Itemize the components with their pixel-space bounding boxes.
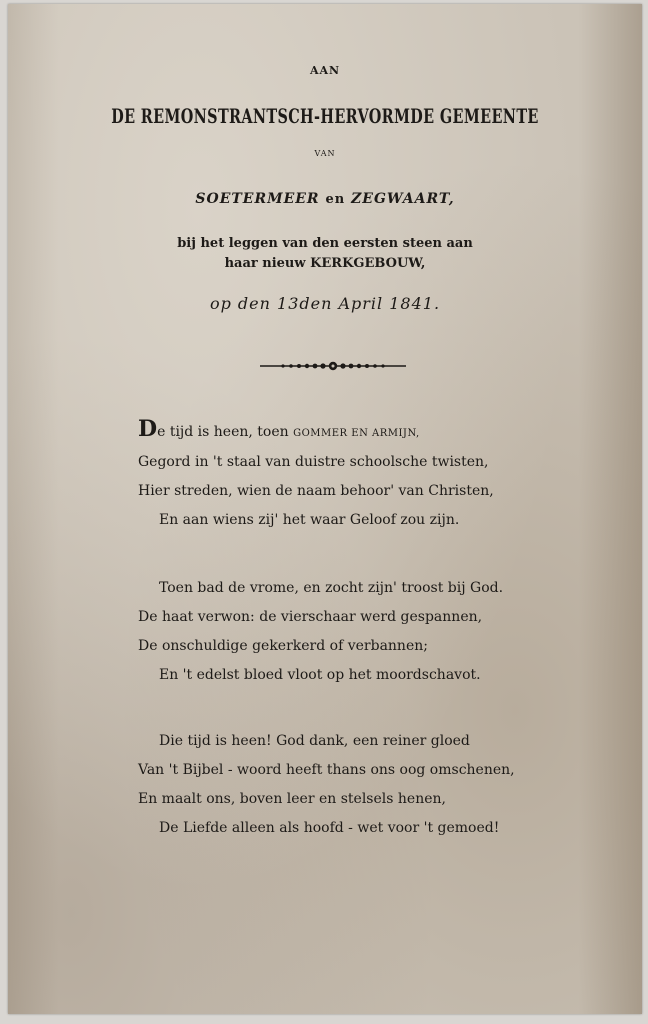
stanza-2-line-3: De onschuldige gekerkerd of verbannen;	[138, 638, 428, 654]
occasion-line-1: bij het leggen van den eersten steen aan	[177, 236, 473, 251]
handwritten-date: op den 13den April 1841.	[209, 294, 441, 313]
stanza-3	[138, 727, 558, 843]
stanza-2-line-2: De haat verwon: de vierschaar werd gespannen,	[138, 609, 483, 625]
stanza-1-line-1	[138, 415, 558, 448]
occasion-line-2: haar nieuw KERKGEBOUW,	[224, 256, 426, 271]
stanza-1-line-4: En aan wiens zij' het waar Geloof zou zijn.	[159, 512, 460, 528]
stanza-2-line-4: En 't edelst bloed vloot op het moordschavot.	[159, 667, 481, 683]
stanza-2-line-1: Toen bad de vrome, en zocht zijn' troost bij God.	[159, 580, 504, 596]
place-en: en	[325, 192, 346, 207]
stanza-3-line-1: Die tijd is heen! God dank, een reiner gloed	[159, 733, 470, 749]
stanza-3-line-3: En maalt ons, boven leer en stelsels henen,	[138, 791, 446, 807]
stanza-1-line-1-text: e tijd is heen, toen	[157, 424, 294, 440]
heading-aan: AAN	[309, 64, 341, 77]
stanza-1-line-3: Hier streden, wien de naam behoor' van Christen,	[138, 483, 494, 499]
ornament-icon	[258, 359, 408, 373]
dropcap: D	[138, 416, 158, 442]
stanza-2	[138, 574, 558, 690]
document-page	[8, 4, 642, 1014]
place-soetermeer: SOETERMEER	[195, 191, 320, 207]
heading-van: VAN	[314, 149, 336, 158]
stanza-3-line-2: Van 't Bijbel - woord heeft thans ons oog omschenen,	[138, 762, 515, 778]
heading-place	[8, 191, 642, 207]
stanza-1-line-2: Gegord in 't staal van duistre schoolsche twisten,	[138, 454, 489, 470]
stanza-3-line-4: De Liefde alleen als hoofd - wet voor 't gemoed!	[159, 820, 500, 836]
stanza-1	[138, 415, 558, 535]
heading-congregation: DE REMONSTRANTSCH-HERVORMDE GEMEENTE	[111, 104, 539, 128]
stanza-1-line-1-names: GOMMER EN ARMIJN,	[293, 428, 420, 439]
place-zegwaart: ZEGWAART,	[351, 191, 455, 207]
